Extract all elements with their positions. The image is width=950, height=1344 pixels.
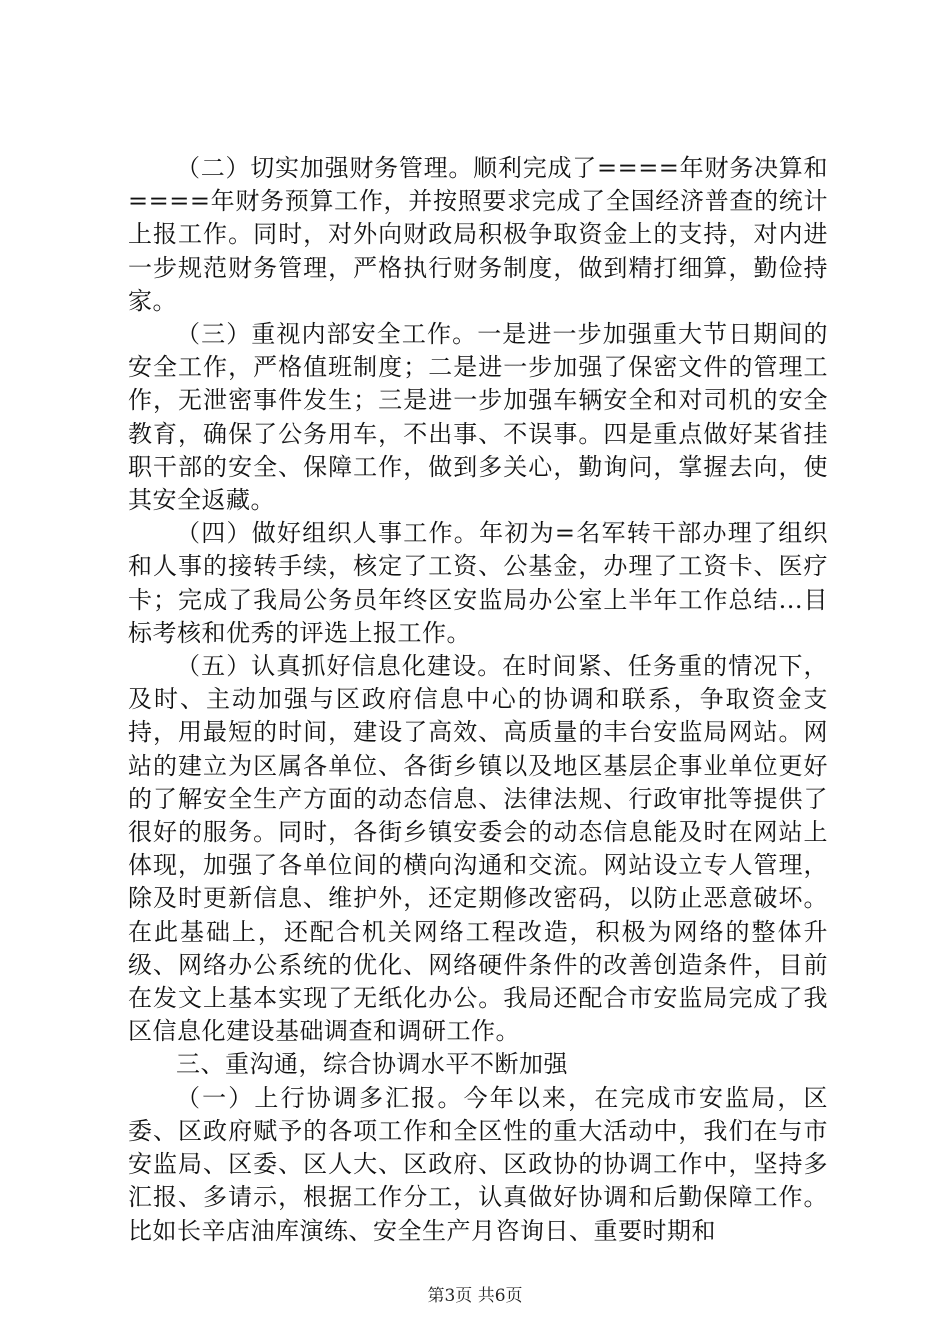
paragraph-informatization: （五）认真抓好信息化建设。在时间紧、任务重的情况下，及时、主动加强与区政府信息中心的协调和联系，争取资金支持，用最短的时间，建设了高效、高质量的丰台安监局网站。网站的建立为区属各单位、各街乡镇以及地区基层企事业单位更好的了解安全生产方面的动态信息、法律法规、行政审批等提供了很好的服务。同时，各街乡镇安委会的动态信息能及时在网站上体现，加强了各单位间的横向沟通和交流。网站设立专人管理，除及时更新信息、维护外，还定期修改密码，以防止恶意破坏。在此基础上，还配合机关网络工程改造，积极为网络的整体升级、网络办公系统的优化、网络硬件条件的改善创造条件，目前在发文上基本实现了无纸化办公。我局还配合市安监局完成了我区信息化建设基础调查和调研工作。 — [128, 652, 828, 1046]
page-number-footer: 第3页 共6页 — [427, 1286, 523, 1306]
paragraph-personnel: （四）做好组织人事工作。年初为=名军转干部办理了组织和人事的接转手续，核定了工资、公基金，办理了工资卡、医疗卡；完成了我局公务员年终区安监局办公室上半年工作总结...目标考核和优秀的评选上报工作。 — [128, 519, 828, 647]
paragraph-upward-coordination: （一）上行协调多汇报。今年以来，在完成市安监局，区委、区政府赋予的各项工作和全区性的重大活动中，我们在与市安监局、区委、区人大、区政府、区政协的协调工作中，坚持多汇报、多请示，根据工作分工，认真做好协调和后勤保障工作。比如长辛店油库演练、安全生产月咨询日、重要时期和 — [128, 1083, 828, 1245]
paragraph-finance: （二）切实加强财务管理。顺利完成了====年财务决算和====年财务预算工作，并按照要求完成了全国经济普查的统计上报工作。同时，对外向财政局积极争取资金上的支持，对内进一步规范财务管理，严格执行财务制度，做到精打细算，勤俭持家。 — [128, 154, 828, 315]
section-heading-communication: 三、重沟通，综合协调水平不断加强 — [176, 1050, 568, 1079]
document-body — [128, 152, 828, 1248]
paragraph-security: （三）重视内部安全工作。一是进一步加强重大节日期间的安全工作，严格值班制度；二是进一步加强了保密文件的管理工作，无泄密事件发生；三是进一步加强车辆安全和对司机的安全教育，确保了公务用车，不出事、不误事。四是重点做好某省挂职干部的安全、保障工作，做到多关心，勤询问，掌握去向，使其安全返藏。 — [128, 320, 828, 515]
